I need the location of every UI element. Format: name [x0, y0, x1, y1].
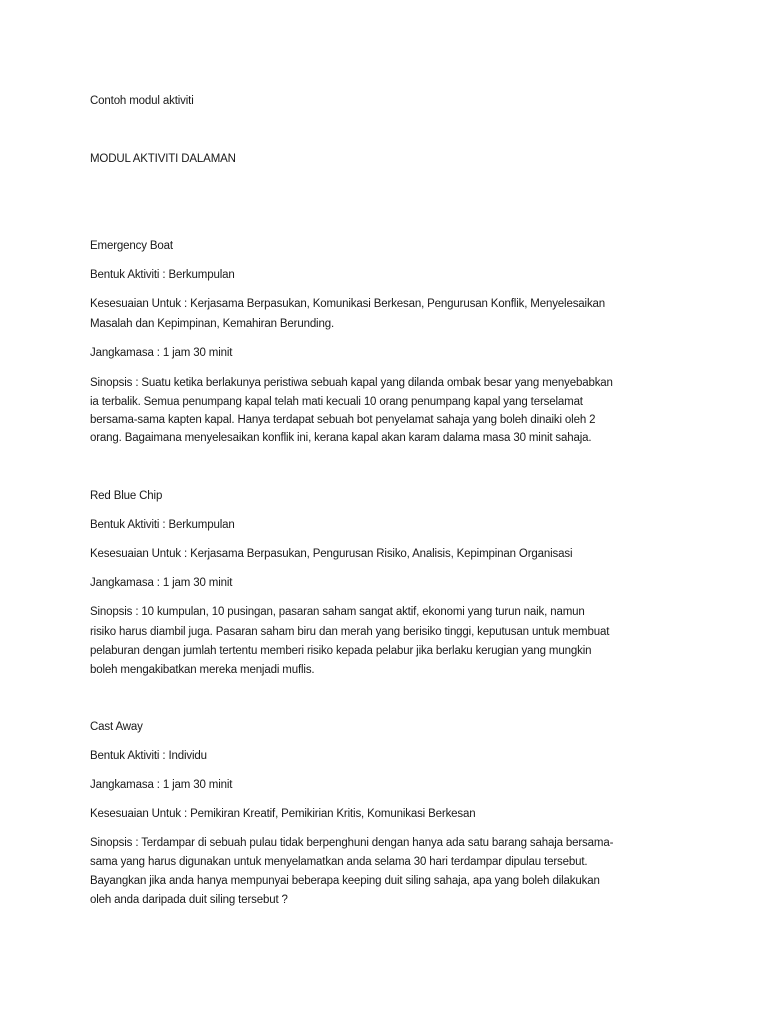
- synopsis-line: Sinopsis : Terdampar di sebuah pulau tidak berpenghuni dengan hanya ada satu barang sahaja bersama-: [90, 837, 614, 849]
- intro-text: Contoh modul aktiviti: [90, 95, 194, 107]
- synopsis-line: sama yang harus digunakan untuk menyelamatkan anda selama 30 hari terdampar dipulau tersebut.: [90, 856, 588, 868]
- module-title: MODUL AKTIVITI DALAMAN: [90, 153, 236, 165]
- field-row: [90, 266, 235, 285]
- field-value: Berkumpulan: [168, 519, 235, 531]
- synopsis-line: Sinopsis : 10 kumpulan, 10 pusingan, pasaran saham sangat aktif, ekonomi yang turun naik, namun: [90, 606, 585, 618]
- synopsis-line: ia terbalik. Semua penumpang kapal telah mati kecuali 10 orang penumpang kapal yang terselamat: [90, 396, 583, 408]
- synopsis-line: bersama-sama kapten kapal. Hanya terdapat sebuah bot penyelamat sahaja yang boleh dinaiki oleh 2: [90, 414, 596, 426]
- activity-title: Red Blue Chip: [90, 490, 163, 502]
- synopsis-line: boleh mengakibatkan mereka menjadi muflis.: [90, 664, 315, 676]
- field-row: [90, 344, 232, 363]
- activity-title: Emergency Boat: [90, 240, 173, 252]
- field-row: [90, 747, 207, 766]
- field-value: Kerjasama Berpasukan, Pengurusan Risiko, Analisis, Kepimpinan Organisasi: [190, 548, 573, 560]
- field-value: Berkumpulan: [168, 269, 235, 281]
- field-label: Jangkamasa :: [90, 779, 163, 791]
- synopsis-line: risiko harus diambil juga. Pasaran saham biru dan merah yang berisiko tinggi, keputusan untuk membuat: [90, 626, 610, 638]
- field-value: Pemikiran Kreatif, Pemikirian Kritis, Komunikasi Berkesan: [190, 808, 476, 820]
- field-label: Bentuk Aktiviti :: [90, 750, 169, 762]
- synopsis-line: Bayangkan jika anda hanya mempunyai beberapa keeping duit siling sahaja, apa yang boleh dilakukan: [90, 875, 600, 887]
- field-row: [90, 516, 235, 535]
- field-continuation: Masalah dan Kepimpinan, Kemahiran Berunding.: [90, 318, 335, 330]
- synopsis-line: orang. Bagaimana menyelesaikan konflik ini, kerana kapal akan karam dalama masa 30 minit sahaja.: [90, 432, 592, 444]
- field-label: Bentuk Aktiviti :: [90, 519, 169, 531]
- field-label: Kesesuaian Untuk :: [90, 808, 191, 820]
- field-value: Individu: [168, 750, 207, 762]
- field-label: Kesesuaian Untuk :: [90, 548, 191, 560]
- field-row: [90, 295, 605, 314]
- synopsis-line: oleh anda daripada duit siling tersebut ?: [90, 894, 288, 906]
- field-value: 1 jam 30 minit: [162, 779, 233, 791]
- field-row: [90, 545, 572, 564]
- field-label: Jangkamasa :: [90, 347, 163, 359]
- field-value: 1 jam 30 minit: [162, 577, 233, 589]
- activity-title: Cast Away: [90, 721, 143, 733]
- field-row: [90, 574, 232, 593]
- field-label: Bentuk Aktiviti :: [90, 269, 169, 281]
- field-row: [90, 805, 476, 824]
- field-label: Jangkamasa :: [90, 577, 163, 589]
- field-value: 1 jam 30 minit: [162, 347, 233, 359]
- field-value: Kerjasama Berpasukan, Komunikasi Berkesan, Pengurusan Konflik, Menyelesaikan: [190, 298, 606, 310]
- field-label: Kesesuaian Untuk :: [90, 298, 191, 310]
- synopsis-line: pelaburan dengan jumlah tertentu memberi risiko kepada pelabur jika berlaku kerugian yang mungkin: [90, 645, 592, 657]
- field-row: [90, 776, 232, 795]
- synopsis-line: Sinopsis : Suatu ketika berlakunya peristiwa sebuah kapal yang dilanda ombak besar yang menyebabkan: [90, 377, 613, 389]
